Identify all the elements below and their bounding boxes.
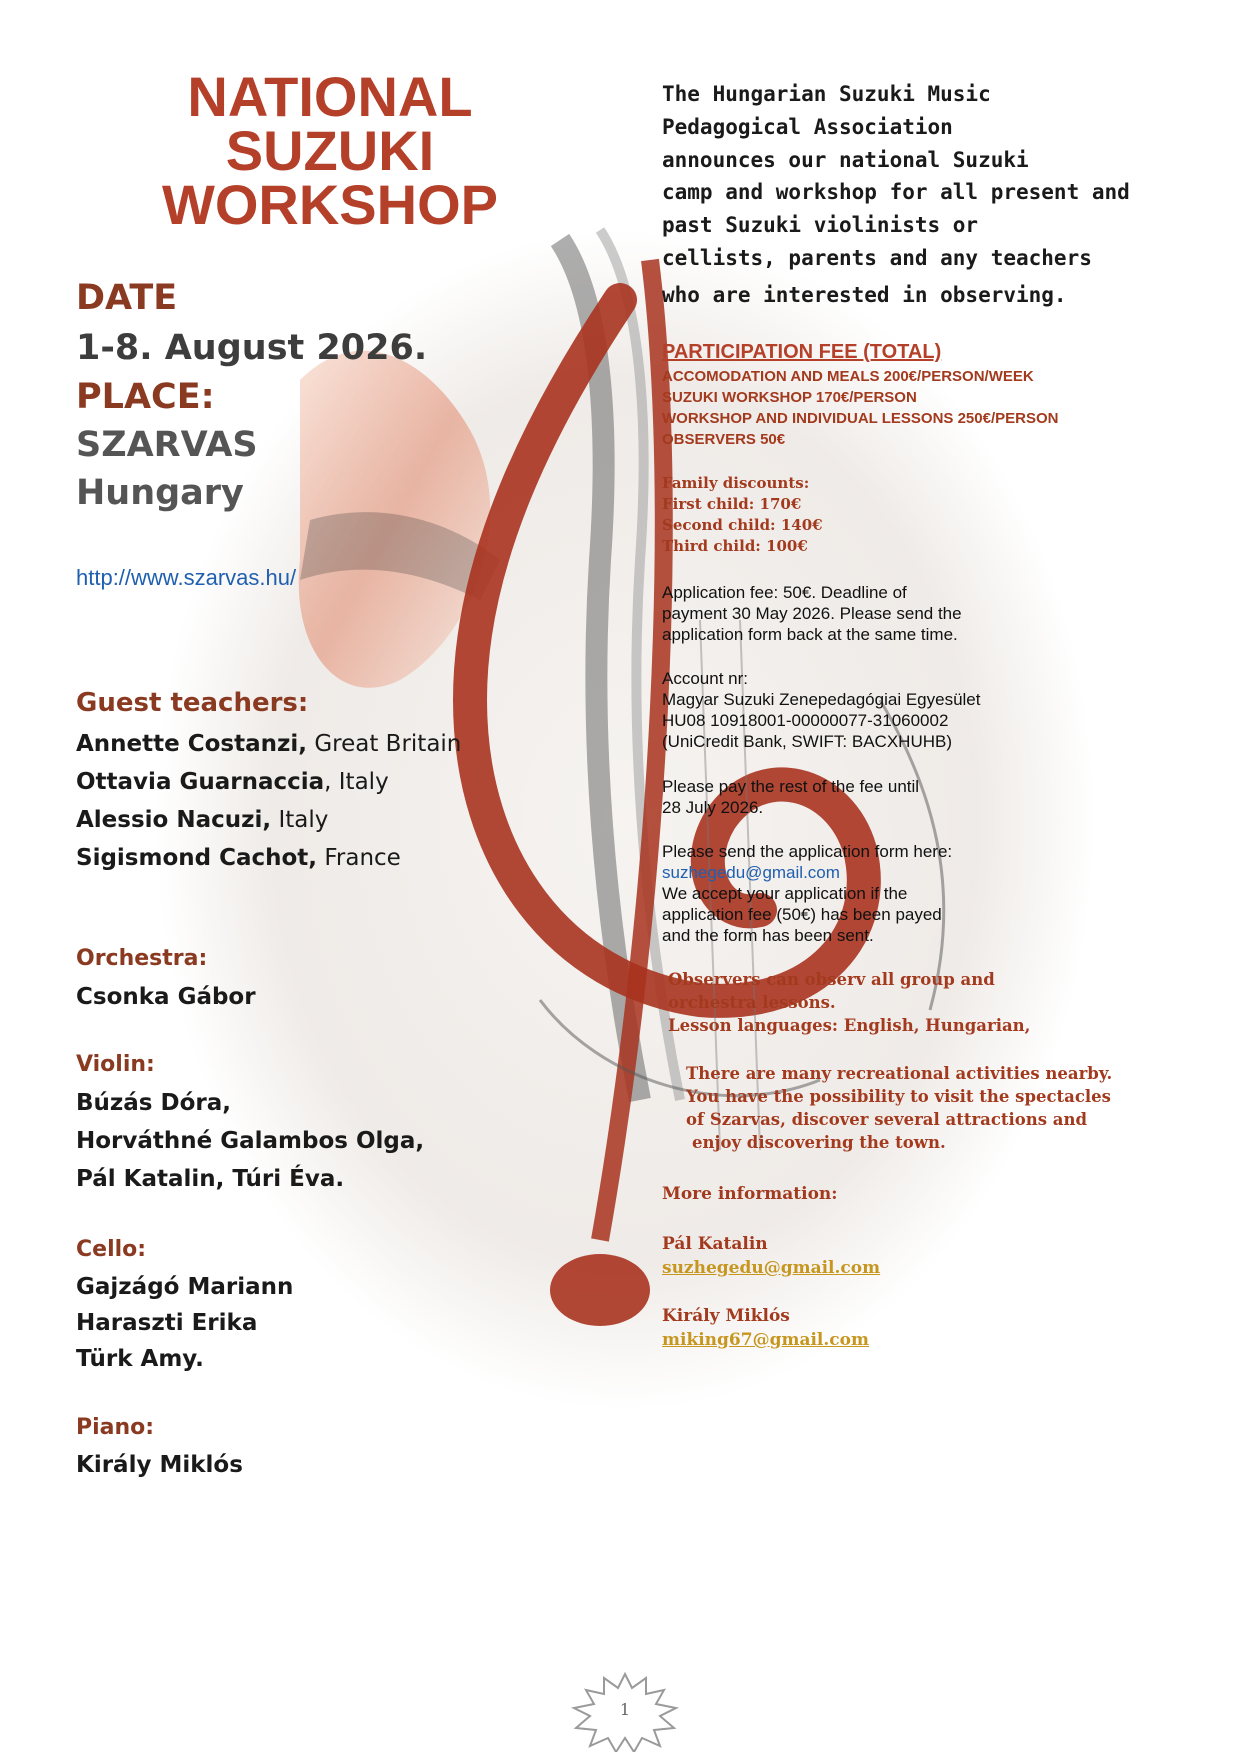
- violin-label: Violin:: [76, 1052, 155, 1077]
- violin-name: Pál Katalin, Túri Éva.: [76, 1166, 345, 1192]
- family-discounts-label: Family discounts:: [662, 474, 810, 492]
- place-country: Hungary: [76, 473, 244, 513]
- acceptance-text: and the form has been sent.: [662, 926, 874, 945]
- guest-teachers-label: Guest teachers:: [76, 688, 309, 718]
- cello-name: Haraszti Erika: [76, 1310, 258, 1336]
- guest-teacher: Ottavia Guarnaccia, Italy: [76, 769, 389, 795]
- fee-line: WORKSHOP AND INDIVIDUAL LESSONS 250€/PERSON: [662, 410, 1059, 427]
- place-city: SZARVAS: [76, 425, 258, 465]
- acceptance-text: application fee (50€) has been payed: [662, 905, 942, 924]
- piano-name: Király Miklós: [76, 1452, 243, 1478]
- orchestra-name: Csonka Gábor: [76, 984, 256, 1010]
- contact-email-link[interactable]: miking67@gmail.com: [662, 1330, 869, 1350]
- family-discount: First child: 170€: [662, 495, 802, 513]
- activities-text: There are many recreational activities nearby.: [686, 1064, 1113, 1083]
- pay-rest-text: Please pay the rest of the fee until: [662, 777, 920, 796]
- contact-name: Király Miklós: [662, 1306, 790, 1326]
- date-label: DATE: [76, 278, 178, 318]
- intro-paragraph: The Hungarian Suzuki Music Pedagogical Association announces our national Suzuki camp and workshop for all present and past Suzuki violinists or cellists, parents and any teachers who are interested in observing.: [662, 82, 1130, 307]
- violin-name: Búzás Dóra,: [76, 1090, 232, 1116]
- guest-teacher: Sigismond Cachot, France: [76, 845, 401, 871]
- send-form-label: Please send the application form here:: [662, 842, 953, 861]
- pay-rest-date: 28 July 2026.: [662, 798, 764, 817]
- piano-label: Piano:: [76, 1415, 155, 1440]
- activities-text: enjoy discovering the town.: [692, 1133, 946, 1152]
- guest-teacher: Alessio Nacuzi, Italy: [76, 807, 329, 833]
- website-link[interactable]: http://www.szarvas.hu/: [76, 565, 297, 590]
- cello-label: Cello:: [76, 1237, 147, 1262]
- application-email-link[interactable]: suzhegedu@gmail.com: [662, 863, 840, 882]
- place-label: PLACE:: [76, 377, 215, 417]
- family-discount: Second child: 140€: [662, 516, 823, 534]
- application-fee-text: Application fee: 50€. Deadline of: [662, 583, 907, 602]
- fee-line: ACCOMODATION AND MEALS 200€/PERSON/WEEK: [662, 368, 1034, 385]
- activities-text: of Szarvas, discover several attractions and: [686, 1110, 1088, 1129]
- violin-name: Horváthné Galambos Olga,: [76, 1128, 425, 1154]
- participation-fee-title: PARTICIPATION FEE (TOTAL): [662, 341, 942, 363]
- cello-name: Türk Amy.: [76, 1346, 204, 1372]
- observers-text: orchestra lessons.: [668, 993, 836, 1012]
- account-label: Account nr:: [662, 669, 748, 688]
- family-discount: Third child: 100€: [662, 537, 808, 555]
- guest-teacher: Annette Costanzi, Great Britain: [76, 731, 462, 757]
- orchestra-label: Orchestra:: [76, 946, 208, 971]
- observers-text: Observers can observ all group and: [668, 970, 995, 989]
- more-info-label: More information:: [662, 1184, 838, 1204]
- application-fee-text: payment 30 May 2026. Please send the: [662, 604, 962, 623]
- contact-name: Pál Katalin: [662, 1234, 768, 1254]
- contact-email-link[interactable]: suzhegedu@gmail.com: [662, 1258, 881, 1278]
- date-value: 1-8. August 2026.: [76, 328, 428, 368]
- lesson-languages: Lesson languages: English, Hungarian,: [668, 1016, 1031, 1035]
- page-title: NATIONAL SUZUKI WORKSHOP: [162, 65, 498, 236]
- account-number: HU08 10918001-00000077-31060002: [662, 711, 949, 730]
- fee-line: OBSERVERS 50€: [662, 431, 786, 448]
- acceptance-text: We accept your application if the: [662, 884, 908, 903]
- application-fee-text: application form back at the same time.: [662, 625, 958, 644]
- account-holder: Magyar Suzuki Zenepedagógiai Egyesület: [662, 690, 981, 709]
- bank-info: (UniCredit Bank, SWIFT: BACXHUHB): [662, 732, 952, 751]
- cello-name: Gajzágó Mariann: [76, 1274, 294, 1300]
- page-number: 1: [619, 1700, 631, 1719]
- fee-line: SUZUKI WORKSHOP 170€/PERSON: [662, 389, 917, 406]
- activities-text: You have the possibility to visit the spectacles: [686, 1087, 1111, 1106]
